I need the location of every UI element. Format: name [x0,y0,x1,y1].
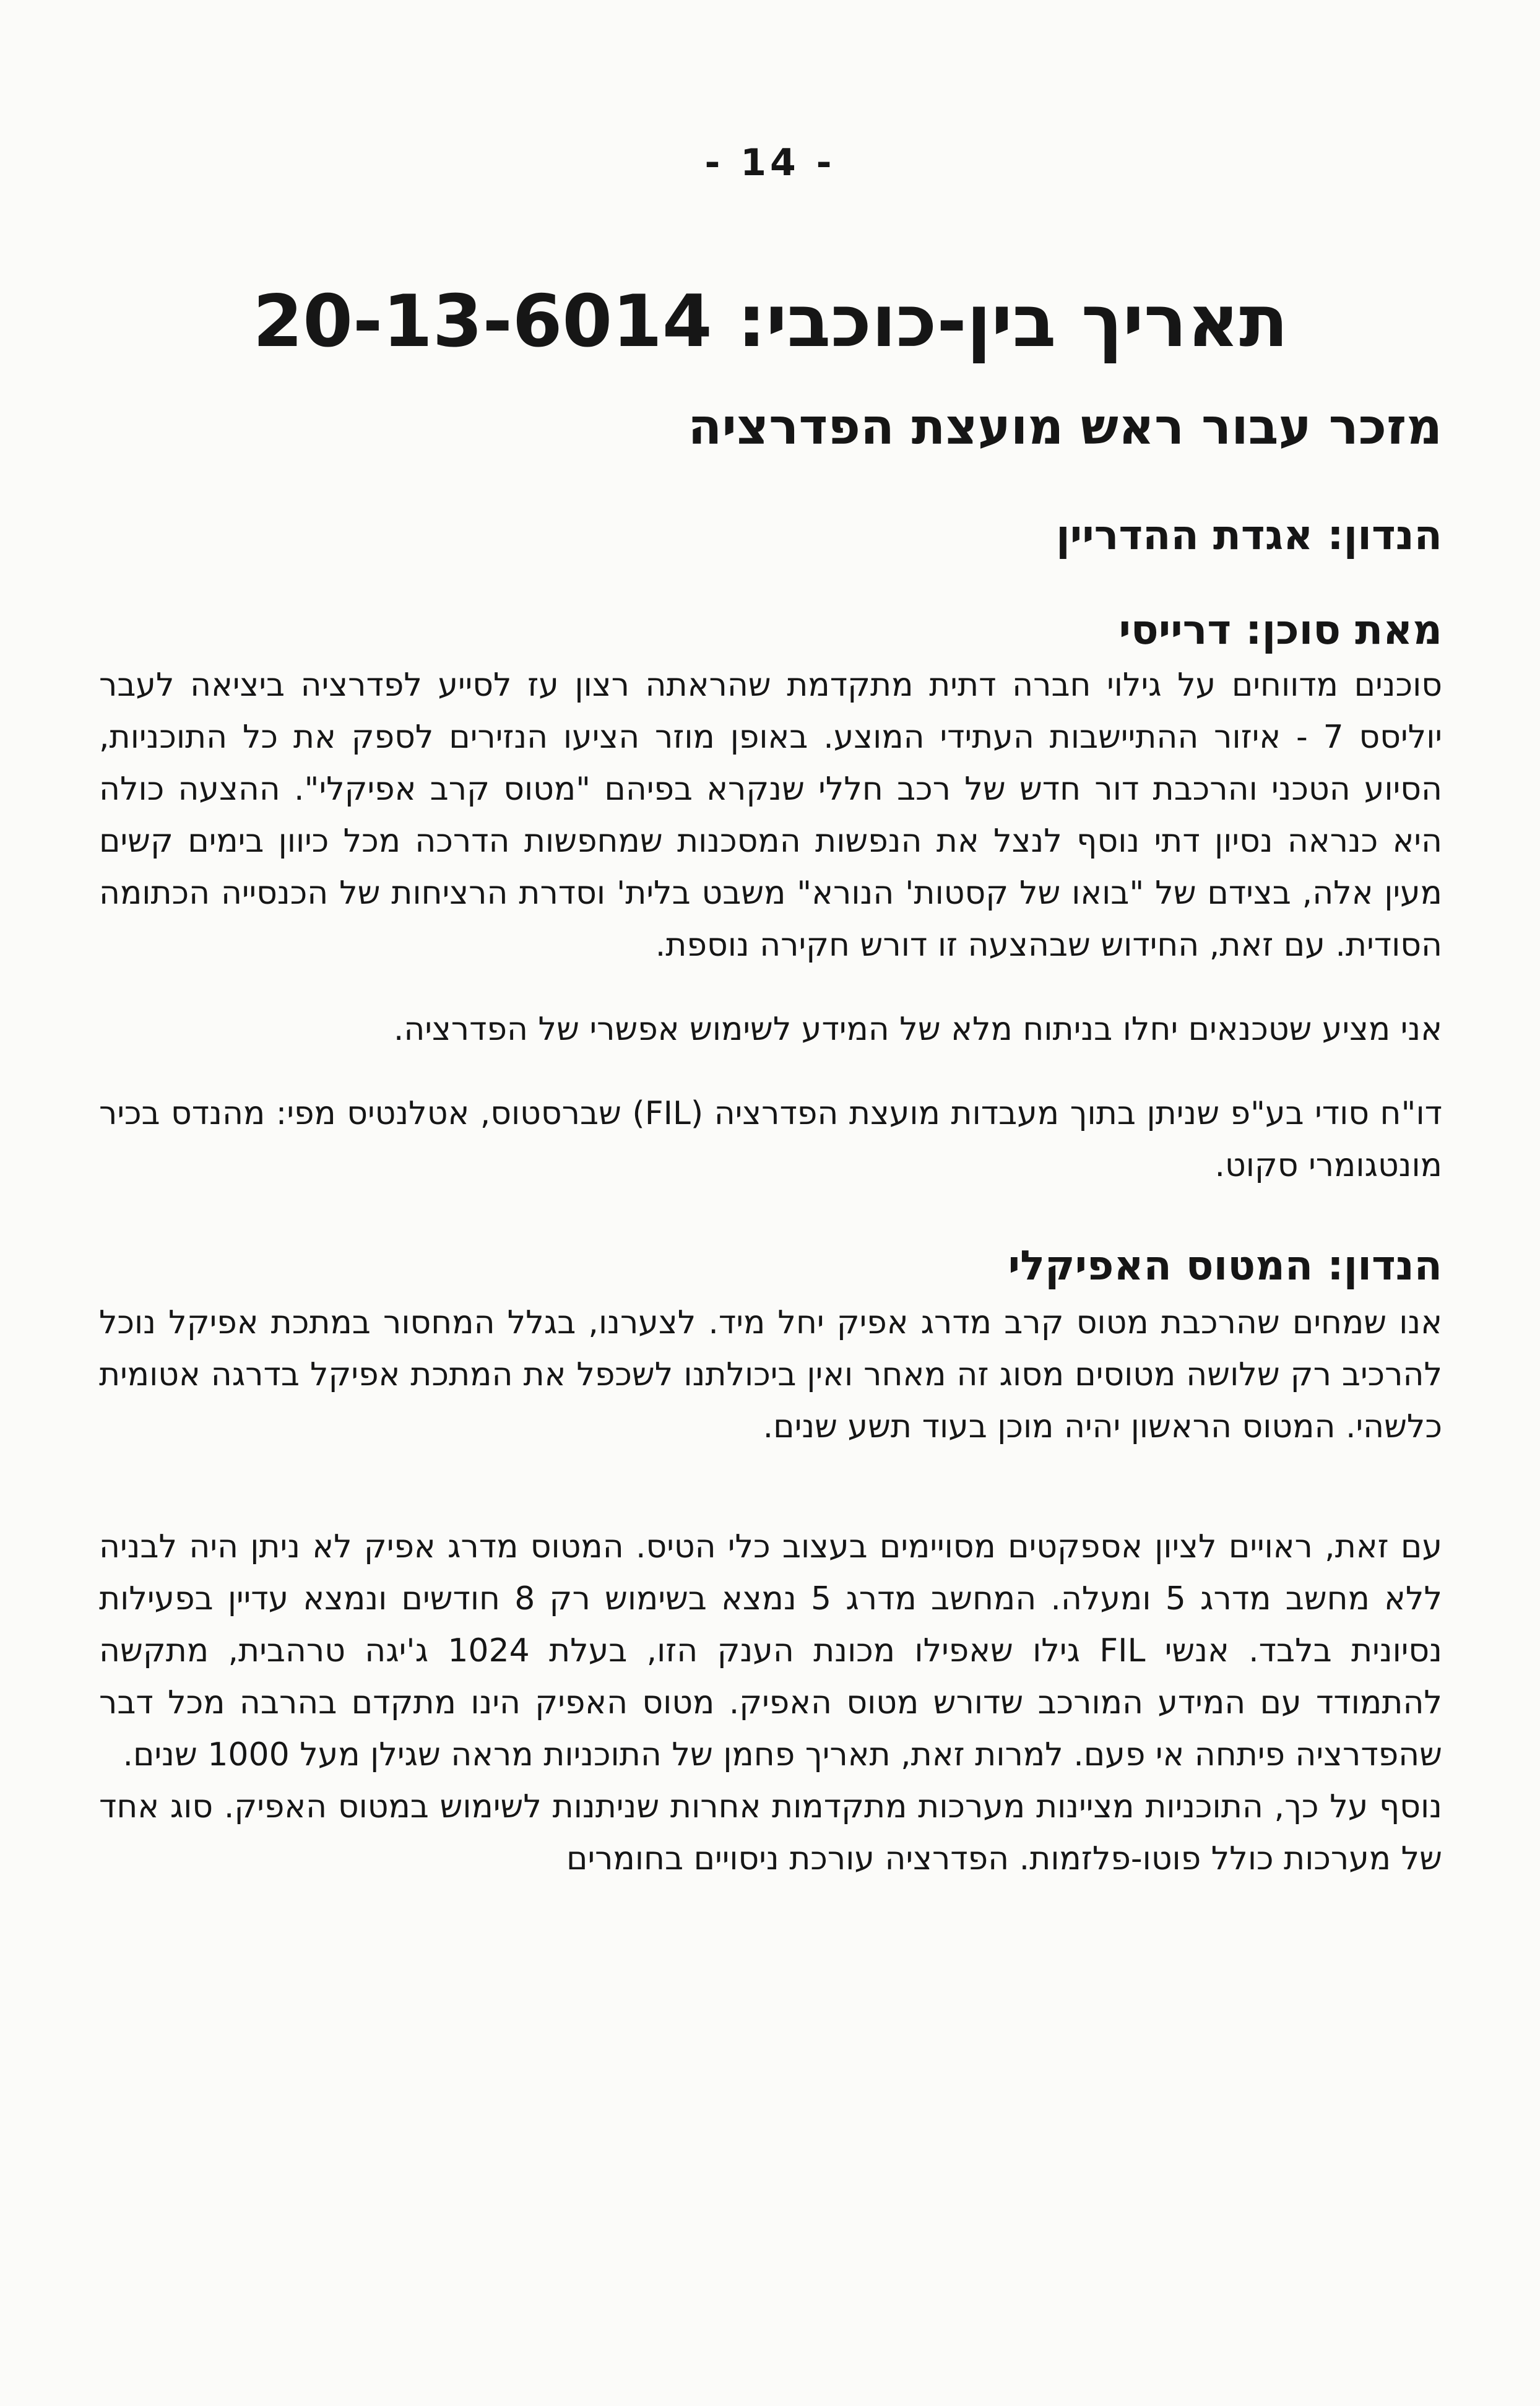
paragraph-agent-report: סוכנים מדווחים על גילוי חברה דתית מתקדמת שהראתה רצון עז לסייע לפדרציה ביציאה לעבר יוליסס 7 - איזור ההתיישבות העתידי המוצע. באופן מוזר הציעו הנזירים לספק את כל התוכניות, הסיוע הטכני והרכבת דור חדש של רכב חללי שנקרא בפיהם "מטוס קרב אפיקלי". ההצעה כולה היא כנראה נסיון דתי נוסף לנצל את הנפשות המסכנות שמחפשות הדרכה מכל כיוון בימים קשים מעין אלה, בצידם של "בואו של קסטות' הנורא" משבט בלית' וסדרת הרציחות של הכנסייה הכתומה הסודית. עם זאת, החידוש שבהצעה זו דורש חקירה נוספת. [99,667,1443,964]
paragraph-recommendation: אני מציע שטכנאים יחלו בניתוח מלא של המידע לשימוש אפשרי של הפדרציה. [393,1011,1442,1048]
from-agent-heading: מאת סוכן: דרייסי [1118,606,1442,654]
subject-heading-hadrian-legend: הנדון: אגדת ההדריין [1056,511,1442,559]
page-title: תאריך בין-כוכבי: 20-13-6014 [253,280,1289,363]
paragraph-advanced-systems: נוסף על כך, התוכניות מציינות מערכות מתקדמות אחרות שניתנות לשימוש במטוס האפיק. סוג אחד של מערכות כולל פוטו-פלזמות. הפדרציה עורכת ניסויים בחומרים [99,1788,1442,1877]
paragraph-computer-requirements: עם זאת, ראויים לציון אספקטים מסויימים בעצוב כלי הטיס. המטוס מדרג אפיק לא ניתן היה לבניה ללא מחשב מדרג 5 ומעלה. המחשב מדרג 5 נמצא בשימוש רק 8 חודשים ונמצא עדיין בפעילות נסיונית בלבד. אנשי FIL גילו שאפילו מכונת הענק הזו, בעלת 1024 ג'יגה טרהבית, מתקשה להתמודד עם המידע המורכב שדורש מטוס האפיק. מטוס האפיק הינו מתקדם בהרבה מכל דבר שהפדרציה פיתחה אי פעם. למרות זאת, תאריך פחמן של התוכניות מראה שגילן מעל 1000 שנים. [99,1528,1443,1773]
paragraph-fighter-assembly: אנו שמחים שהרכבת מטוס קרב מדרג אפיק יחל מיד. לצערנו, בגלל המחסור במתכת אפיקל נוכל להרכיב רק שלושה מטוסים מסוג זה מאחר ואין ביכולתנו לשכפל את המתכת אפיקל בדרגה אטומית כלשהי. המטוס הראשון יהיה מוכן בעוד תשע שנים. [99,1304,1442,1445]
paragraph-secret-report-intro: דו"ח סודי בע"פ שניתן בתוך מעבדות מועצת הפדרציה (FIL) שברסטוס, אטלנטיס מפי: מהנדס בכיר מונטגומרי סקוט. [99,1095,1443,1184]
memo-title: מזכר עבור ראש מועצת הפדרציה [688,398,1442,456]
subject-heading-epic-fighter: הנדון: המטוס האפיקלי [1008,1242,1442,1289]
page-number: - 14 - [704,141,836,184]
memo-document [99,272,1442,1885]
